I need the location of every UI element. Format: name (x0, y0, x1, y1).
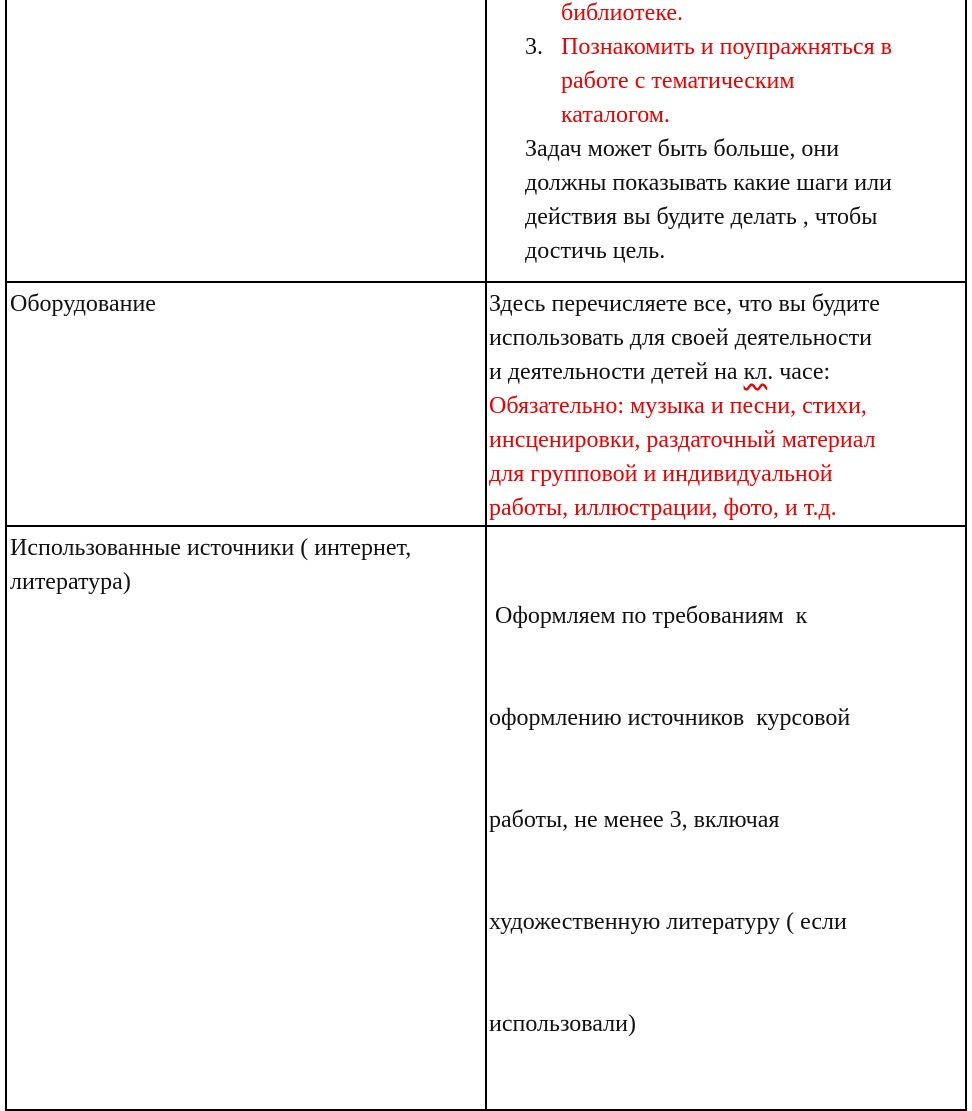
equipment-required-line: инсценировки, раздаточный материал (489, 427, 876, 453)
table-row-equipment (6, 282, 966, 526)
misspelled-word: кл (743, 359, 768, 385)
list-item-number: 3. (525, 34, 543, 60)
sources-line: работы, не менее 3, включая (489, 807, 780, 833)
equipment-line (489, 355, 961, 389)
note-line: достичь цель. (525, 238, 666, 264)
table-row-tasks (6, 0, 966, 282)
equipment-required-line: для групповой и индивидуальной (489, 461, 833, 487)
list-item-continuation: библиотеке. (561, 0, 684, 26)
sources-label-line: Использованные источники ( интернет, (10, 535, 412, 561)
equipment-text-part: . часе: (767, 359, 831, 385)
lesson-plan-table (5, 0, 967, 1111)
note-line: должны показывать какие шаги или (525, 170, 892, 196)
table-row-sources (6, 526, 966, 1110)
tasks-list (489, 0, 961, 132)
sources-line: оформлению источников курсовой (489, 705, 851, 731)
list-item-3 (489, 30, 961, 132)
list-item-line: каталогом. (561, 102, 670, 128)
list-item-line: работе с тематическим (561, 68, 795, 94)
sources-line: Оформляем по требованиям к (489, 603, 808, 629)
tasks-note (489, 132, 961, 268)
sources-line: использовали) (489, 1011, 636, 1037)
sources-left-cell (6, 526, 486, 1110)
equipment-left-cell (6, 282, 486, 526)
note-line: действия вы будите делать , чтобы (525, 204, 878, 230)
tasks-left-cell (6, 0, 486, 282)
sources-right-cell (486, 526, 966, 1110)
equipment-required-line: работы, иллюстрации, фото, и т.д. (489, 495, 837, 521)
equipment-label: Оборудование (10, 291, 156, 317)
tasks-right-cell (486, 0, 966, 282)
tasks-left-text (7, 0, 485, 4)
equipment-line: Здесь перечисляете все, что вы будите (489, 291, 880, 317)
equipment-line: использовать для своей деятельности (489, 325, 872, 351)
equipment-right-cell (486, 282, 966, 526)
list-item-line: Познакомить и поупражняться в (561, 34, 892, 60)
equipment-text-part: и деятельности детей на (489, 359, 744, 385)
equipment-required-line: Обязательно: музыка и песни, стихи, (489, 393, 867, 419)
sources-label-line: литература) (10, 569, 131, 595)
sources-line: художественную литературу ( если (489, 909, 847, 935)
note-line: Задач может быть больше, они (525, 136, 840, 162)
